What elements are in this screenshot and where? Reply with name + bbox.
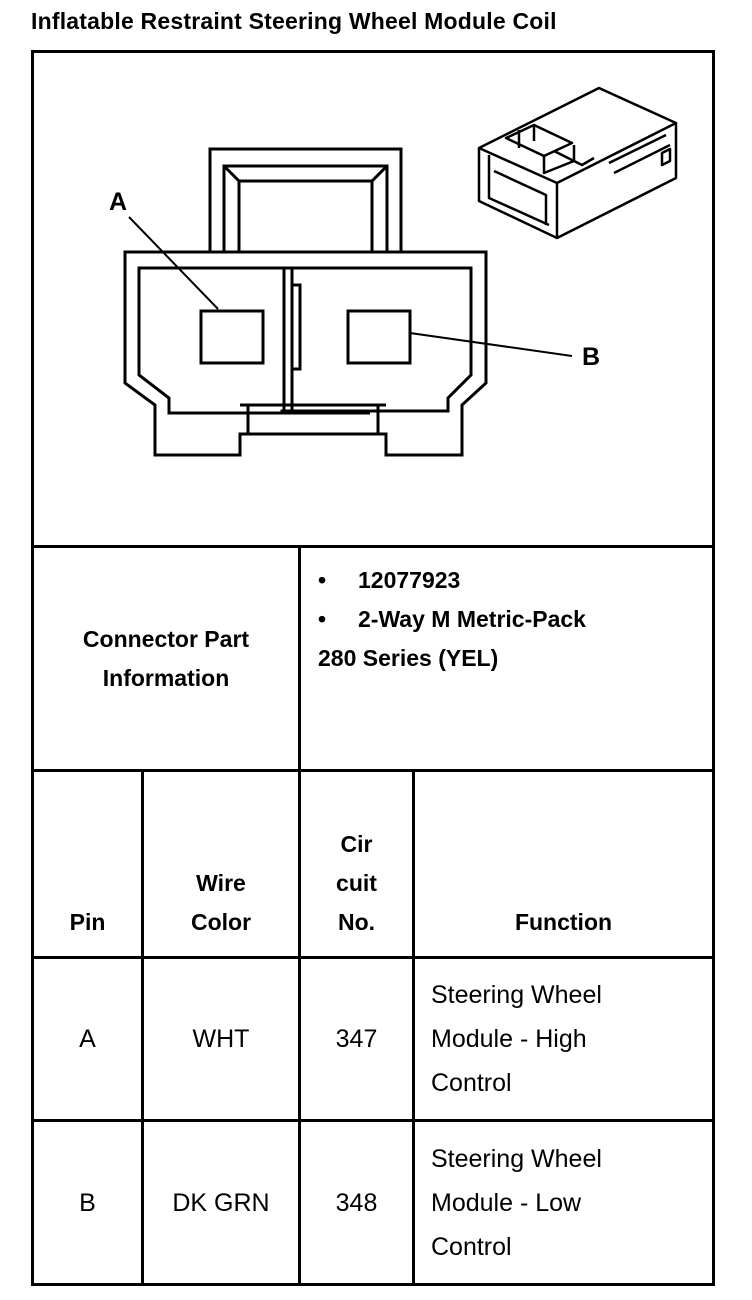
pin-a-label: A [109, 188, 128, 216]
pin-b-label: B [582, 343, 601, 371]
part-type: 2-Way M Metric-Pack [358, 606, 586, 632]
header-circuit-line1: Cir [340, 831, 373, 857]
connector-info-label-text: Connector Part Information [82, 625, 250, 691]
row-a-pin [34, 959, 141, 1119]
connector-part-list [318, 561, 708, 678]
connector-face-diagram-icon [34, 53, 712, 546]
part-series: 280 Series (YEL) [318, 645, 499, 671]
header-function [415, 772, 712, 956]
header-function-text: Function [514, 909, 613, 935]
wire-color-value: WHT [192, 1025, 250, 1053]
function-line: Module - High [431, 1025, 587, 1053]
function-line: Control [431, 1069, 512, 1097]
pin-value: A [79, 1025, 96, 1053]
connector-diagram [34, 53, 712, 546]
part-type-item [318, 600, 708, 639]
row-b-wire-color [144, 1122, 298, 1283]
row-a-wire-color [144, 959, 298, 1119]
header-wire-line2: Color [190, 909, 252, 935]
header-wire-color [144, 772, 298, 956]
header-circuit-no [301, 772, 412, 956]
part-number-item [318, 561, 708, 600]
part-number: 12077923 [358, 567, 461, 593]
wire-color-value: DK GRN [172, 1188, 270, 1217]
bullet: • [318, 567, 327, 593]
row-b-pin [34, 1122, 141, 1283]
function-line: Steering Wheel [431, 981, 602, 1009]
header-circuit-line3: No. [337, 909, 376, 935]
page-title: Inflatable Restraint Steering Wheel Module Coil [31, 8, 557, 34]
function-line: Steering Wheel [431, 1144, 602, 1173]
function-line: Module - Low [431, 1188, 582, 1217]
pin-value: B [79, 1188, 96, 1217]
function-line: Control [431, 1232, 512, 1261]
header-wire-line1: Wire [196, 870, 246, 896]
row-b-function [431, 1122, 711, 1283]
header-pin [34, 772, 141, 956]
header-pin-text: Pin [69, 909, 106, 935]
connector-info-label [34, 548, 298, 769]
header-circuit-line2: cuit [336, 870, 377, 896]
circuit-value: 347 [335, 1025, 378, 1053]
row-b-circuit [301, 1122, 412, 1283]
bullet: • [318, 606, 327, 632]
row-a-function [431, 959, 711, 1119]
circuit-value: 348 [335, 1188, 378, 1217]
row-a-circuit [301, 959, 412, 1119]
